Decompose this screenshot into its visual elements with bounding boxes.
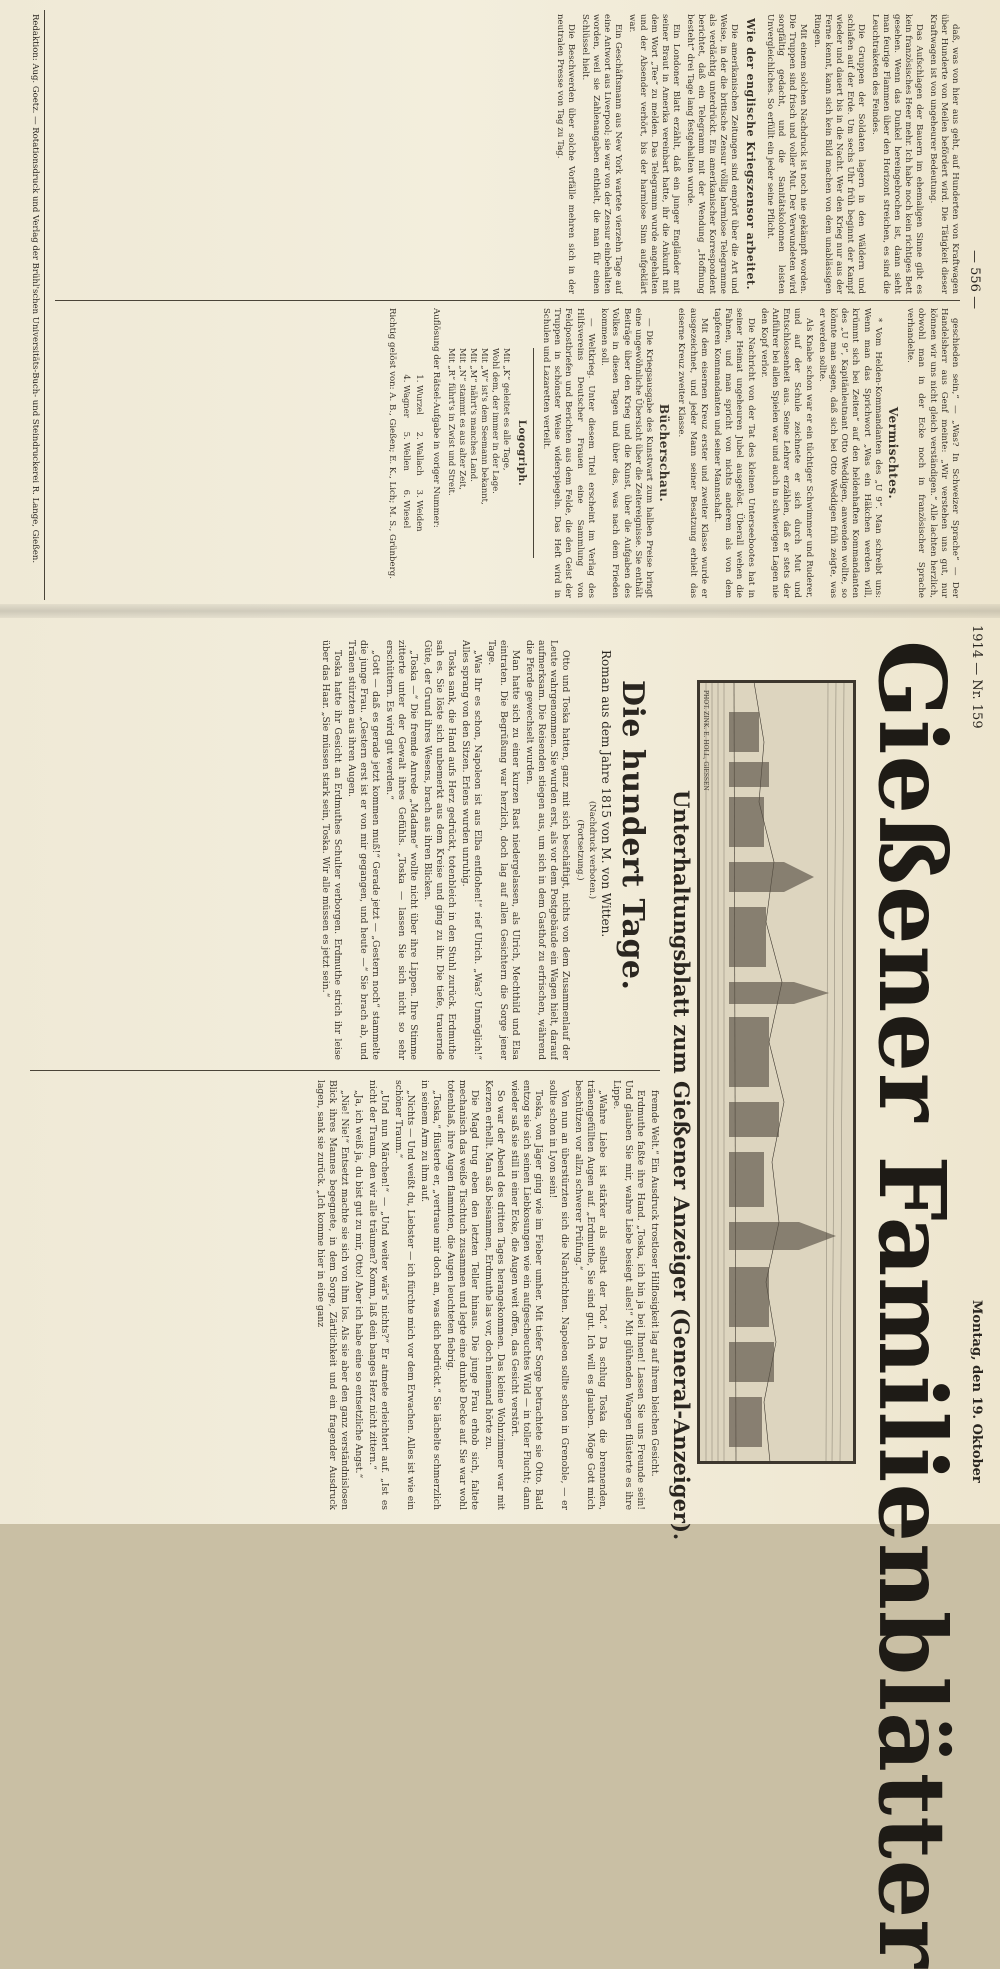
paragraph: — Die Kriegsausgabe des Kunstwart zum halben Preise bringt eine ungewöhnliche Übersicht über die Zeitereignisse. Sie enthält Beiträge über den Krieg und die Kunst, über die Aufgaben des Volkes in diesen Tagen und über das, was nach dem Frieden kommen soll.: [599, 308, 654, 598]
masthead-title: Gießener Familienblätter: [858, 640, 966, 1969]
imprint: Redaktion: Aug. Goetz. — Rotationsdruck und Verlag der Brühl'schen Universitäts-Buch- und Steindruckerei R. Lange, Gießen.: [30, 14, 40, 564]
novel-paragraph: „Toska —“ Die fremde Anrede „Madame“ wollte nicht über ihre Lippen. Ihre Stimme zitterte unter der Gewalt ihres Gefühls. „Toska — lassen Sie sich nicht so sehr erschüttern. Es wird gut werden.“: [384, 640, 419, 1060]
paragraph: geschieden sein,“ — „Was? In Schweizer Sprache“ — Der Handelsherr aus Genf meinte: „Wir verstehen uns gut, nur können wir uns nicht gleich verständigen.“ Alle lachten herzlich, obwohl man in der Ecke noch in französischer Sprache verhandelte.: [905, 308, 960, 598]
solution-heading: Auflösung der Rätsel-Aufgabe in voriger Nummer:: [430, 308, 441, 528]
masthead-subtitle: Unterhaltungsblatt zum Gießener Anzeiger (General-Anzeiger).: [669, 790, 694, 1541]
page-fold: [0, 604, 1000, 618]
paragraph: Die Nachricht von der Tat des kleinen Unterseebootes hat in seiner Heimat ungeheuren Jubel ausgelöst. Überall wehen die Fahnen, und man spricht von nichts anderem als von dem tapferen Kommandanten und seiner Mannschaft.: [711, 308, 756, 598]
riddle-line: Mit „W“ ist's dem Seemann bekannt,: [479, 348, 490, 505]
novel-column-b: [30, 1080, 660, 1510]
column-2-text: [904, 308, 960, 598]
novel-paragraph: „Nie! Nie!“ Entsetzt machte sie sich von ihm los. Als sie aber den ganz verständnislosen Blick ihres Mannes begegnete, in dem Sorge, Zärtlichkeit und ein fragender Ausdruck lagen, sank sie zurück. „Ich komme hier in eine ganz: [315, 1080, 350, 1510]
vignette-caption: PHOT. ZINK. E. HOLL, GIESSEN: [702, 690, 709, 791]
riddle-line: Mit „N“ stammt es aus alter Zeit,: [457, 348, 468, 490]
riddle-line: Mit „M“ nährt's manches Land.: [468, 348, 479, 482]
novel-paragraph: Toska sank, die Hand aufs Herz gedrückt, totenbleich in den Stuhl zurück. Erdmuthe sah es. Sie löste sich unbemerkt aus dem Kreise und ging zu ihr. Die tiefe, trauernde Güte, der Grund ihres Wesens, brach aus ihren Blicken.: [422, 640, 457, 1060]
censor-article-text: [554, 14, 739, 294]
novel-paragraph: „Ja, ich weiß ja, du bist gut zu mir, Otto! Aber ich habe eine so entsetzliche Angst.“: [353, 1090, 364, 1479]
left-page-column-2: [55, 308, 960, 598]
page-number: — 556 —: [967, 250, 982, 310]
solution-cell: 4. Wagner: [402, 374, 413, 418]
novel-paragraph: fremde Welt.“ Ein Ausdruck trostloser Hilflosigkeit lag auf ihrem bleichen Gesicht.: [649, 1090, 660, 1477]
gießen-townscape-illustration: [699, 682, 854, 1462]
paragraph: Mit dem eisernen Kreuz erster und zweiter Klasse wurde er ausgezeichnet, und jeder Mann seiner Besatzung erhielt das eiserne Kreuz zweiter Klasse.: [676, 308, 709, 598]
paragraph: Die Beschwerden über solche Vorfälle mehren sich in der neutralen Presse von Tag zu Tag.: [555, 14, 577, 294]
reprint-note: (Nachdruck verboten.): [587, 800, 597, 900]
novel-paragraph: „Und nun Märchen!“ — „Und weiter wär's nichts?“ Er atmete erleichtert auf. „Ist es nicht der Traum, den wir alle träumen? Komm, laß dein banges Herz nicht zittern.“: [367, 1080, 390, 1510]
column-1-text: [764, 14, 960, 294]
paragraph: daß, was von hier aus geht, auf Hunderten von Kraftwagen über Hunderte von Meilen befördert wird. Die Tätigkeit dieser Kraftwagen ist von ungeheurer Bedeutung.: [927, 14, 960, 294]
novel-text-a: [319, 640, 571, 1060]
novel-paragraph: Die Magd trug eben den letzten Teller hinaus. Die junge Frau erhob sich, faltete mechanisch das weiße Tischtuch zusammen und legte eine dunkle Decke auf. Sie war wohl totenblaß, ihre Augen flammten, die Augen leuchteten fiebrig.: [445, 1080, 480, 1510]
novel-paragraph: Otto und Toska hatten, ganz mit sich beschäftigt, nichts von dem Zusammenlauf der Leute wahrgenommen. Sie wurden erst, als vor dem Postgebäude ein Wagen hielt, darauf aufmerksam. Die Reisenden stiegen aus, um sich in dem Gasthof zu erfrischen, während die Pferde gewechselt wurden.: [524, 640, 571, 1060]
novel-text-b: [314, 1080, 660, 1510]
solution-cell: 3. Weiden: [415, 489, 426, 532]
paragraph: Die Gruppen der Soldaten lagern in den Wäldern und schlafen auf der Erde. Um sechs Uhr früh beginnt der Kampf wieder und dauert bis in die Nacht. Wer den Krieg nur aus der Ferne kennt, kann sich kein Bild machen von dem unablässigen Ringen.: [811, 14, 867, 294]
book-review-text: [540, 308, 654, 598]
paragraph: — Weltkrieg. Unter diesem Titel erscheint im Verlag des Hilfsvereins Deutscher Frauen eine Sammlung von Feldpostbriefen und Berichten aus dem Felde, die den Geist der Truppen in schönster Weise widerspiegeln. Das Heft wird in Schulen und Lazaretten verteilt.: [541, 308, 596, 598]
issue-info: 1914 — Nr. 159: [969, 625, 984, 729]
misc-heading: Vermischtes.: [885, 406, 900, 500]
riddle-line: Mit „K“ geleitet es alle Tage,: [501, 348, 512, 471]
novel-column-a: [38, 640, 598, 1060]
novel-paragraph: „Nichts — Und weißt du, Liebster — ich fürchte mich vor dem Erwachen. Alles ist wie ein schöner Traum.“: [393, 1080, 416, 1510]
paragraph: Mit einem solchen Nachdruck ist noch nie gekämpft worden. Die Truppen sind frisch und voller Mut. Der Verwundeten wird sorgfältig gedacht, und die Sanitätskolonnen leisten Unvergleichliches. So erfüllt ein jeder seine Pflicht.: [764, 14, 809, 294]
novel-title: Die hundert Tage.: [615, 680, 650, 991]
riddle-text: [446, 308, 512, 598]
novel-paragraph: Toska hatte ihr Gesicht an Erdmuthes Schulter verborgen. Erdmuthe strich ihr leise über das Haar. „Sie müssen stark sein, Toska. Wir alle müssen es jetzt sein.“: [320, 640, 343, 1060]
novel-paragraph: „Was Ihr es schon, Napoleon ist aus Elba entflohen!“ rief Ulrich. „Was? Unmöglich!“ Alles sprang von den Sitzen. Erlens wurden unruhig.: [460, 640, 483, 1060]
novel-paragraph: So war der Abend des dritten Tages herangekommen. Das kleine Wohnzimmer war mit Kerzen erhellt. Man saß beisammen, Erdmuthe las vor, doch niemand hörte zu.: [483, 1080, 506, 1510]
novel-paragraph: Von nun an überstürzten sich die Nachrichten. Napoleon sollte schon in Grenoble, — er sollte schon in Lyon sein!: [547, 1080, 570, 1510]
novel-paragraph: Man hatte sich zu einer kurzen Rast niedergelassen, als Ulrich, Mechthild und Elsa eintraten. Die Begrüßung war herzlich, doch lag auf allen Gesichtern die Sorge jener Tage.: [486, 640, 521, 1060]
novel-paragraph: „Wahre Liebe ist stärker als selbst der Tod.“ Da schlug Toska die brennenden, tränengefüllten Augen auf. „Erdmuthe, Sie sind gut. Ich will es glauben. Möge Gott mich beschützen vor allzu schwerer Prüfung.“: [573, 1080, 608, 1510]
misc-text: [675, 308, 883, 598]
left-page-column-1: [55, 14, 960, 294]
novel-paragraph: „Gott — daß es gerade jetzt kommen muß!“ Gerade jetzt — „Gestern noch“ stammelte die junge Frau. „Gestern erst ist er von mir gegangen, und heute —“ Sie brach ab, und Tränen stürzten aus ihren Augen.: [346, 640, 381, 1060]
book-review-heading: Bücherschau.: [657, 403, 672, 503]
novel-subtitle: Roman aus dem Jahre 1815 von M. von Witten.: [599, 650, 613, 938]
solution-cell: 2. Wallach: [415, 431, 426, 476]
column-divider-right: [30, 1070, 660, 1071]
novel-paragraph: Erdmuthe faßte ihre Hand. „Toska, ich bin ja bei Ihnen! Lassen Sie uns Freunde sein! Und glauben Sie mir, wahre Liebe besiegt alles!“ Mit glühenden Wangen flüsterte es ihre Lippe.: [611, 1080, 646, 1510]
paragraph: Als Knabe schon war er ein tüchtiger Schwimmer und Ruderer, und auf der Schule zeichnete er sich durch Mut und Entschlossenheit aus. Seine Lehrer erzählen, daß er stets der Anführer bei allen Spielen war und auch in schwierigen Lagen nie den Kopf verlor.: [758, 308, 814, 598]
solution-cell: 1. Wurzel: [415, 374, 426, 415]
paragraph: Ein Londoner Blatt erzählt, daß ein junger Engländer mit seiner Braut in Amerika vereinbart hatte, ihr die Ankunft mit dem Wort „Tee“ zu melden. Das Telegramm wurde angehalten und der Absender verhört, bis der harmlose Sinn aufgeklärt war.: [626, 14, 682, 294]
paragraph: Die amerikanischen Zeitungen sind empört über die Art und Weise, in der die britische Zensur völlig harmlose Telegramme als verdächtig unterdrückt. Ein amerikanischer Korrespondent berichtet, daß ein Telegramm mit der Wendung „Hoffnung besteht“ drei Tage lang festgehalten wurde.: [684, 14, 740, 294]
solution-cell: 5. Wellen: [402, 431, 413, 471]
solution-note: Richtig gelöst von: A. B., Gießen; E. K., Lich; M. S., Grünberg.: [387, 308, 398, 579]
riddle-line: Mit „R“ führt's in Zwist und Streit.: [446, 348, 457, 496]
riddle-line: Wohl dem, der immer in der Lage.: [490, 348, 501, 494]
masthead: [666, 640, 966, 1969]
novel-paragraph: Toska, von Jäger ging wie im Fieber umher. Mit tiefer Sorge betrachtete sie Otto. Bald entzog sie sich seinen Liebkosungen wie ein aufgescheuchtes Wild — in toller Flucht; dann wieder saß sie still in einer Ecke, die Augen weit offen, das Gesicht verstört.: [509, 1080, 544, 1510]
city-vignette: [697, 680, 856, 1464]
solution-row: [401, 368, 412, 537]
solution-table: [399, 366, 427, 539]
footer-rule: [44, 10, 45, 600]
solution-row: [414, 368, 425, 537]
continuation-note: (Fortsetzung.): [575, 819, 585, 881]
riddle-heading: Logogriph.: [515, 419, 527, 487]
column-divider: [55, 300, 960, 301]
paragraph: Ein Geschäftsmann aus New York wartete vierzehn Tage auf eine Antwort aus Liverpool; sie war von der Zensur einbehalten worden, weil sie Zahlenangaben enthielt, die man für einen Schlüssel hielt.: [579, 14, 624, 294]
censor-article-heading: Wie der englische Kriegszensor arbeitet.: [743, 18, 757, 290]
issue-date: Montag, den 19. Oktober: [969, 1300, 984, 1483]
novel-paragraph: „Toska,“ flüsterte er, „vertraue mir doch an, was dich bedrückt.“ Sie lächelte schmerzlich in seinem Arm zu ihm auf.: [419, 1080, 442, 1510]
paragraph: Das Aufschlagen der Bauern im ehemaligen Sinne gibt es kein französisches Heer mehr. Ich habe noch kein richtiges Bett gesehen. Wenn das Dunkel hereingebrochen ist, dann sieht man feurige Flammen über den Horizont streichen, es sind die Leuchtraketen des Feindes.: [869, 14, 925, 294]
paragraph: * Vom Helden-Kommandanten des „U 9“. Man schreibt uns: Wenn man das Sprichwort „Was ein Häkchen werden will, krümmt sich bei Zeiten“ auf den heldenhaften Kommandanten des „U 9“, Kapitänleutnant Otto Weddigen, anwenden wollte, so könnte man sagen, daß sich bei Otto Weddigen früh zeigte, was er werden sollte.: [816, 308, 883, 598]
solution-cell: 6. Wiesel: [402, 489, 413, 529]
